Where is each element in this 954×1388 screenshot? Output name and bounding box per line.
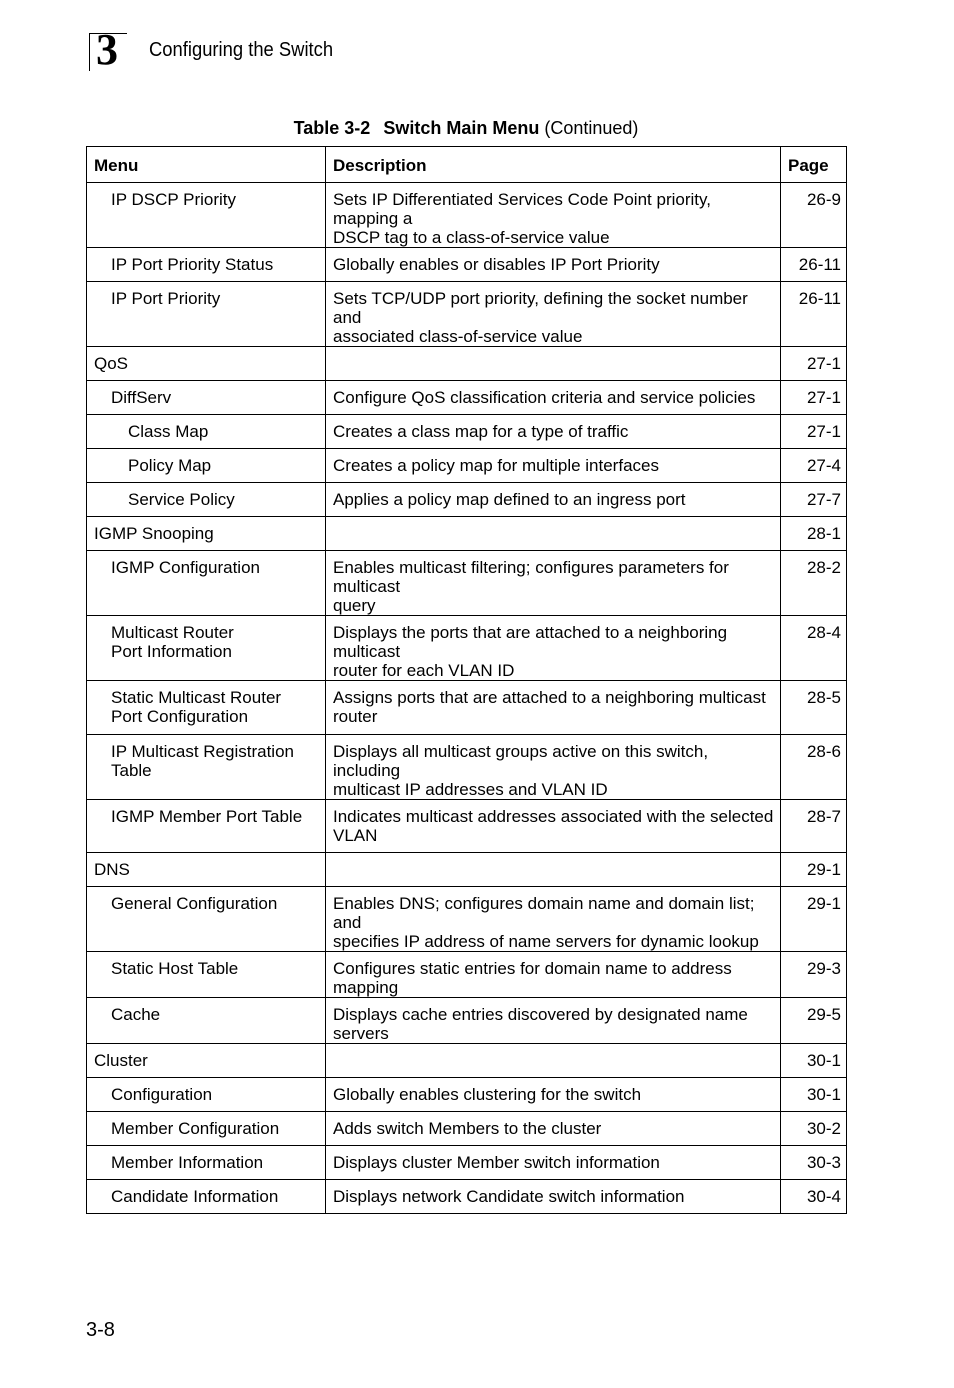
description-cell: Indicates multicast addresses associated with the selected VLAN [326,799,781,853]
table-row [87,449,847,483]
description-cell [326,1044,781,1078]
page-cell: 27-1 [781,381,847,415]
menu-cell: IP Multicast Registration Table [87,734,326,799]
description-cell: Adds switch Members to the cluster [326,1112,781,1146]
column-header-page: Page [781,147,847,183]
table-row [87,616,847,681]
table-row [87,1078,847,1112]
table-row [87,347,847,381]
description-cell: Globally enables clustering for the switch [326,1078,781,1112]
page-cell: 26-9 [781,183,847,248]
table-row [87,1180,847,1214]
menu-cell: IGMP Snooping [87,517,326,551]
page-cell: 30-2 [781,1112,847,1146]
table-row [87,517,847,551]
page-cell: 27-1 [781,347,847,381]
page-cell: 30-1 [781,1078,847,1112]
page-cell: 30-3 [781,1146,847,1180]
column-header-description: Description [326,147,781,183]
page-cell: 29-3 [781,952,847,998]
page-cell: 29-1 [781,887,847,952]
chapter-number-badge [89,25,127,74]
table-row [87,381,847,415]
menu-cell: Member Configuration [87,1112,326,1146]
menu-cell: IGMP Configuration [87,551,326,616]
description-cell: Enables DNS; configures domain name and domain list; and specifies IP address of name servers for dynamic lookup [326,887,781,952]
table-caption-title: Switch Main Menu [383,118,540,138]
description-cell: Sets IP Differentiated Services Code Point priority, mapping a DSCP tag to a class-of-service value [326,183,781,248]
table-row [87,551,847,616]
page-cell: 28-7 [781,799,847,853]
table-body [87,183,847,1214]
table-row [87,734,847,799]
description-cell: Displays the ports that are attached to a neighboring multicast router for each VLAN ID [326,616,781,681]
table-row [87,282,847,347]
description-cell: Applies a policy map defined to an ingress port [326,483,781,517]
description-cell: Configures static entries for domain name to address mapping [326,952,781,998]
table-caption-suffix: (Continued) [544,118,639,138]
description-cell: Configure QoS classification criteria and service policies [326,381,781,415]
page-cell: 27-7 [781,483,847,517]
page-cell: 29-1 [781,853,847,887]
table-row [87,1146,847,1180]
page-cell: 26-11 [781,282,847,347]
column-header-menu: Menu [87,147,326,183]
table-row [87,1044,847,1078]
table-row [87,248,847,282]
menu-cell: Multicast Router Port Information [87,616,326,681]
page-cell: 28-5 [781,681,847,735]
table-row [87,799,847,853]
menu-cell: Policy Map [87,449,326,483]
description-cell: Sets TCP/UDP port priority, defining the socket number and associated class-of-service value [326,282,781,347]
description-cell: Enables multicast filtering; configures parameters for multicast query [326,551,781,616]
description-cell: Globally enables or disables IP Port Priority [326,248,781,282]
table-row [87,853,847,887]
page-number: 3-8 [86,1319,115,1341]
description-cell: Creates a class map for a type of traffic [326,415,781,449]
page-cell: 26-11 [781,248,847,282]
table-row [87,1112,847,1146]
menu-cell: Configuration [87,1078,326,1112]
description-cell: Assigns ports that are attached to a neighboring multicast router [326,681,781,735]
chapter-number: 3 [96,25,118,74]
description-cell [326,517,781,551]
page-cell: 28-6 [781,734,847,799]
menu-cell: Cluster [87,1044,326,1078]
menu-cell: Cache [87,998,326,1044]
menu-cell: IP DSCP Priority [87,183,326,248]
page-cell: 27-4 [781,449,847,483]
switch-main-menu-table [86,146,847,1214]
page-cell: 27-1 [781,415,847,449]
description-cell: Displays all multicast groups active on this switch, including multicast IP addresses and VLAN ID [326,734,781,799]
menu-cell: Candidate Information [87,1180,326,1214]
page-cell: 29-5 [781,998,847,1044]
table-row [87,887,847,952]
chapter-title: Configuring the Switch [149,39,334,61]
menu-cell: General Configuration [87,887,326,952]
table-caption-number: Table 3-2 [293,118,371,138]
table-caption [86,117,846,139]
menu-cell: IGMP Member Port Table [87,799,326,853]
menu-cell: Member Information [87,1146,326,1180]
menu-cell: DiffServ [87,381,326,415]
page-cell: 28-2 [781,551,847,616]
table-row [87,183,847,248]
table-row [87,952,847,998]
page-cell: 30-4 [781,1180,847,1214]
menu-cell: DNS [87,853,326,887]
description-cell [326,347,781,381]
menu-cell: IP Port Priority Status [87,248,326,282]
table-row [87,998,847,1044]
menu-cell: Service Policy [87,483,326,517]
menu-cell: IP Port Priority [87,282,326,347]
description-cell: Displays cache entries discovered by designated name servers [326,998,781,1044]
table-row [87,681,847,735]
page-cell: 28-4 [781,616,847,681]
description-cell: Displays cluster Member switch information [326,1146,781,1180]
menu-cell: Static Host Table [87,952,326,998]
description-cell [326,853,781,887]
page-cell: 30-1 [781,1044,847,1078]
description-cell: Displays network Candidate switch information [326,1180,781,1214]
page-cell: 28-1 [781,517,847,551]
menu-cell: QoS [87,347,326,381]
menu-cell: Class Map [87,415,326,449]
description-cell: Creates a policy map for multiple interfaces [326,449,781,483]
table-header-row [87,147,847,183]
menu-cell: Static Multicast Router Port Configuration [87,681,326,735]
table-row [87,483,847,517]
table-row [87,415,847,449]
